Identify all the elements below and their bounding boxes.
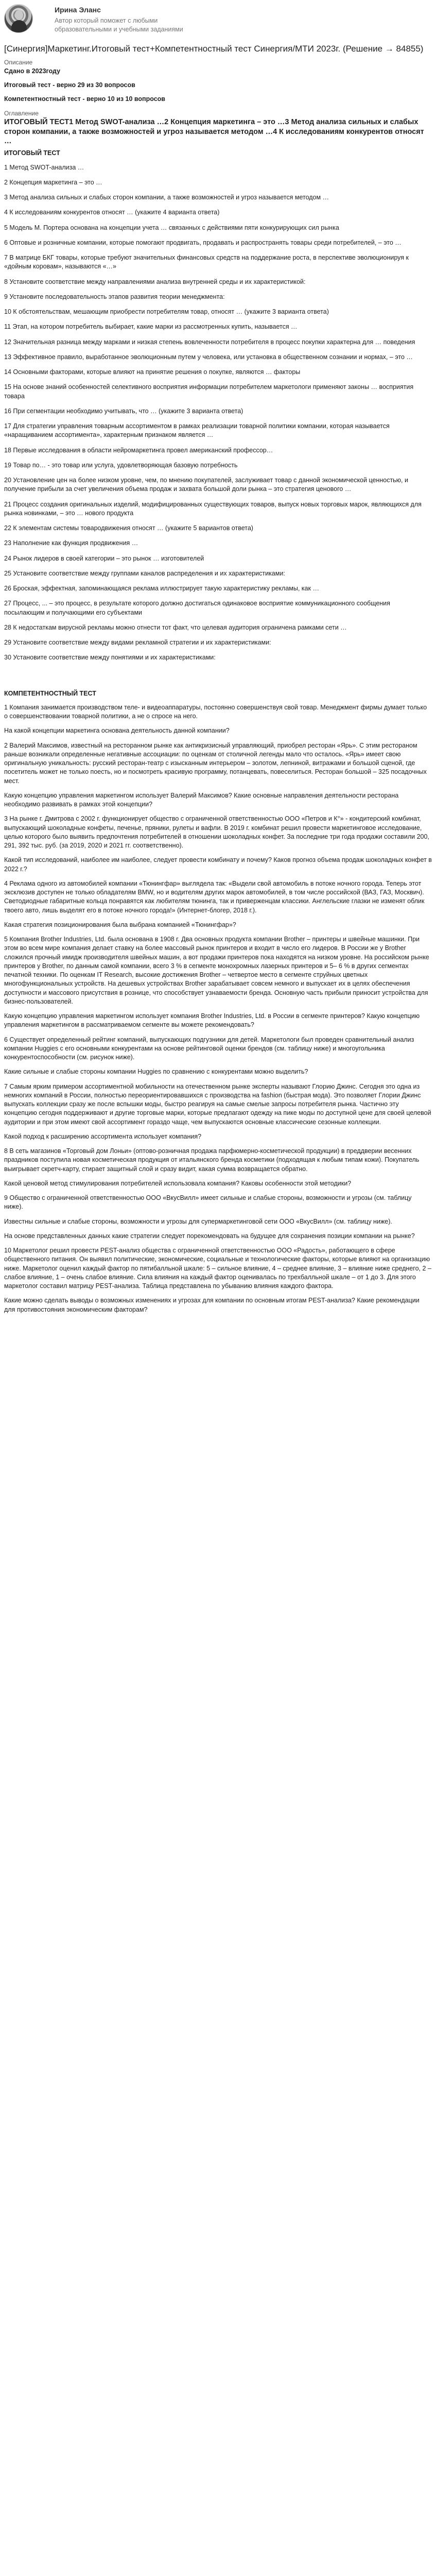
question-item: 2 Концепция маркетинга – это … xyxy=(4,178,102,186)
question-item: 22 К элементам системы товародвижения относят … (укажите 5 вариантов ответа) xyxy=(4,524,253,532)
question-item: 21 Процесс создания оригинальных изделий, модифицированных существующих товаров, выпуск новых торговых марок, являющихся для рынка новинками, – это … нового продукта xyxy=(4,500,422,517)
question-item: 19 Товар по… - это товар или услуга, удовлетворяющая базовую потребность xyxy=(4,461,238,469)
question-item: 23 Наполнение как функция продвижения … xyxy=(4,539,138,547)
case-paragraph: 2 Валерий Максимов, известный на ресторанном рынке как антикризисный управляющий, приобрел ресторан «Ярь». С этим рестораном раньше возникали определенные негативные ассоциации: по оценкам от столичной легенды мало что осталось. «Ярь» имеет свою оригинальную уникальность: русский ресторан-театр с изысканным интерьером – золотом, лепниной, витражами и большой сценой, где посетитель может не только поесть, но и посмотреть красивую программу, потанцевать, повеселиться. Ресторан большой – 325 посадочных мест. xyxy=(4,741,427,785)
case-paragraph: 10 Маркетолог решил провести PEST-анализ общества с ограниченной ответственностью ООО «Радость», работающего в сфере общественного питания. Он выявил политические, экономические, социальные и технологические факторы, которые влияют на организацию ниже. Маркетолог оценил каждый фактор по пятибалльной шкале: 5 – сильное влияние, 4 – среднее влияние, 3 – влияние ниже среднего, 2 – слабое влияние, 1 – очень слабое влияние. Сила влияния на каждый фактор оценивалась по трехбалльной шкале – от 1 до 3. Для этого маркетолог составил матрицу PEST-анализа. Таблица представлена по убыванию влияния каждого фактора. xyxy=(4,1247,431,1290)
case-paragraph: Какие можно сделать выводы о возможных изменениях и угрозах для компании по основным итогам PEST-анализа? Какие рекомендации для противостояния экономическим факторам? xyxy=(4,1297,420,1313)
final-test-heading: ИТОГОВЫЙ ТЕСТ xyxy=(4,149,60,157)
case-paragraph: 4 Реклама одного из автомобилей компании «Тюнингфар» выглядела так: «Выдели свой автомобиль в потоке ночного города. Теперь этот эксклюзив доступен не только обладателям BMW, но и водителям других марок автомобилей, в том числе российской (ВАЗ, ГАЗ, Москвич). Светодиодные габаритные кольца понравятся как любителям тюнинга, так и приверженцам классики. Англельские глазки не изменят облик твоего авто, лишь выделят его в потоке ночного города!» (Интернет-блогер, 2018 г.). xyxy=(4,879,425,914)
question-item: 10 К обстоятельствам, мешающим приобрести потребителям товар, относят … (укажите 3 варианта ответа) xyxy=(4,308,329,316)
question-item: 28 К недостаткам вирусной рекламы можно отнести тот факт, что целевая аудитория ограничена рамками сети … xyxy=(4,623,347,631)
comp-test-paragraphs xyxy=(4,703,432,1314)
question-item: 15 На основе знаний особенностей селективного восприятия информации потребителем маркетологи применяют законы … восприятия товара xyxy=(4,383,414,400)
author-name[interactable]: Ирина Эланс xyxy=(55,6,101,14)
case-paragraph: 1 Компания занимается производством теле- и видеоаппаратуры, постоянно совершенствуя свой товар. Менеджмент фирмы думает только о совершенствовании товарной политики, а не о спросе на него. xyxy=(4,703,427,720)
case-paragraph: На основе представленных данных какие стратегии следует порекомендовать на будущее для сохранения позиции компании на рынке? xyxy=(4,1232,415,1240)
question-item: 8 Установите соответствие между направлениями анализа внутренней среды и их характеристикой: xyxy=(4,278,306,285)
case-paragraph: Какую концепцию управления маркетингом использует Валерий Максимов? Какие основные направления деятельности ресторана необходимо развивать в рамках этой концепции? xyxy=(4,791,399,808)
case-paragraph: Какой подход к расширению ассортимента использует компания? xyxy=(4,1132,202,1140)
final-test-questions xyxy=(4,163,432,663)
author-block xyxy=(4,4,432,36)
question-item: 12 Значительная разница между марками и низкая степень вовлеченности потребителя в процесс покупки характерна для … поведения xyxy=(4,338,415,346)
author-info xyxy=(55,4,188,33)
comp-test-heading: КОМПЕТЕНТНОСТНЫЙ ТЕСТ xyxy=(4,689,96,697)
question-item: 24 Рынок лидеров в своей категории – это рынок … изготовителей xyxy=(4,554,204,562)
case-paragraph: 5 Компания Brother Industries, Ltd. была основана в 1908 г. Два основных продукта компании Brother – принтеры и швейные машинки. При этом во всем мире компания делает ставку на более массовый рынок принтеров и входит в число его лидеров. В России же у Brother сложился прочный имидж производителя швейных машин, а вот продажи принтеров пока находятся на низком уровне. На российском рынке принтеров у Brother, по данным самой компании, всего 3 % в сегменте монохромных лазерных принтеров и 5– 6 % в других сегментах печатной техники. По оценкам IT Research, высокие достижения Brother – четвертое место в сегменте струйных цветных многофункциональных устройств. На дешевых устройствах Brother зарабатывает совсем немного и выпускает их в целях обеспечения доступности и массового присутствия в рознице, что способствует узнаваемости бренда. Основную часть прибыли приносит устройства для бизнес-пользователей. xyxy=(4,936,429,1005)
case-paragraph: 8 В сеть магазинов «Торговый дом Лоньи» (оптово-розничная продажа парфюмерно-косметической продукции) в преддверии весенних праздников поступила новая косметическая продукция от итальянского бренда косметики (подходящая к любым типам кожи). Покупатель выигрывает скретч-карту, стирает защитный слой и сразу видит, какая сумма возвращается обратно. xyxy=(4,1147,420,1173)
comp-test-score: Компетентностный тест - верно 10 из 10 вопросов xyxy=(4,95,165,103)
case-paragraph: 7 Самым ярким примером ассортиментной мобильности на отечественном рынке эксперты называют Глорию Джинс. Сегодня это одна из немногих компаний в России, полностью переориентировавшихся с производства на fashion (быстрая мода). Это позволяет Глории Джинс выпускать коллекции сразу же после вспышки моды, быстро реагируя на самые смелые запросы потребителя рынка. Частично эту концепцию сегодня поддерживают и другие торговые марки, которые предлагают одежду на пике моды по доступной цене для своей целевой аудитории и при этом имеют свой ассортимент гораздо чаще, чем выпускаются основные классические сезонные коллекции. xyxy=(4,1082,431,1126)
question-item: 4 К исследованиям конкурентов относят … (укажите 4 варианта ответа) xyxy=(4,209,220,216)
question-item: 20 Установление цен на более низком уровне, чем, по мнению покупателей, заслуживает товар с данной экономической ценностью, и получение прибыли за счет увеличения объема продаж и захвата большой доли рынка – это стратегия ценового … xyxy=(4,477,408,493)
author-description: Автор который поможет с любыми образовательными и учебными заданиями xyxy=(55,17,183,33)
avatar-head-shape xyxy=(15,10,23,20)
question-item: 29 Установите соответствие между видами рекламной стратегии и их характеристиками: xyxy=(4,639,271,647)
question-item: 30 Установите соответствие между понятиями и их характеристиками: xyxy=(4,654,216,662)
case-paragraph: Известны сильные и слабые стороны, возможности и угрозы для супермаркетинговой сети ООО «ВкусВилл» (см. таблицу ниже). xyxy=(4,1217,392,1225)
question-item: 16 При сегментации необходимо учитывать, что … (укажите 3 варианта ответа) xyxy=(4,407,243,415)
question-item: 7 В матрице БКГ товары, которые требуют значительных финансовых средств на поддержание роста, в перспективе эволюционируя к «дойным коровам», называются «…» xyxy=(4,254,409,270)
section-divider xyxy=(4,669,432,686)
case-paragraph: 6 Существует определенный рейтинг компаний, выпускающих подгузники для детей. Маркетологи был проведен сравнительный анализ компании Huggies с его основными конкурентами на основе рейтинговой оценки брендов (см. таблицу ниже) и многоугольника конкурентоспособности (см. рисунок ниже). xyxy=(4,1036,414,1061)
question-item: 9 Установите последовательность этапов развития теории менеджмента: xyxy=(4,293,225,300)
avatar-body-shape xyxy=(11,20,27,33)
question-item: 11 Этап, на котором потребитель выбирает, какие марки из рассмотренных купить, называется … xyxy=(4,323,298,331)
case-paragraph: 3 На рынке г. Дмитрова с 2002 г. функционирует общество с ограниченной ответственностью ООО «Петров и К°» - кондитерский комбинат, выпускающий шоколадные конфеты, печенье, пряники, рулеты и вафли. В 2019 г. комбинат решил провести маркетинговое исследование, целью которого было выявить предпочтения потребителей в отношении шоколадных конфет. За последние три года продажи составили 200, 291, 392 тыс. руб. (за 2019, 2020 и 2021 гг. соответственно). xyxy=(4,815,429,850)
toc-heading: ИТОГОВЫЙ ТЕСТ1 Метод SWOT-анализа …2 Концепция маркетинга – это …3 Метод анализа сильных и слабых сторон компании, а также возможностей и угроз называется методом …4 К исследованиям конкурентов относят … xyxy=(4,118,424,145)
question-item: 13 Эффективное правило, выработанное эволюционным путем у человека, или установка в общественном сознании и нормах, – это … xyxy=(4,353,413,361)
page-title: [Синергия]Маркетинг.Итоговый тест+Компетентностный тест Синергия/МТИ 2023г. (Решение → 84855) xyxy=(4,44,424,54)
description-value: Сдано в 2023году xyxy=(4,67,61,75)
question-item: 3 Метод анализа сильных и слабых сторон компании, а также возможностей и угроз называется методом … xyxy=(4,194,329,201)
case-paragraph: Какой тип исследований, наиболее им наиболее, следует провести комбинату и почему? Каков прогноз объема продаж шоколадных конфет в 2022 г.? xyxy=(4,856,432,873)
case-paragraph: На какой концепции маркетинга основана деятельность данной компании? xyxy=(4,727,230,735)
question-item: 27 Процесс, ... – это процесс, в результате которого должно достигаться одинаковое восприятие коммуникационного сообщения посылающим и получающими его субъектами xyxy=(4,600,390,616)
question-item: 18 Первые исследования в области нейромаркетинга провел американский профессор… xyxy=(4,446,273,454)
question-item: 14 Основными факторами, которые влияют на принятие решения о покупке, являются … факторы xyxy=(4,368,301,376)
toc-label: Оглавление xyxy=(4,109,39,117)
case-paragraph: Какая стратегия позиционирования была выбрана компанией «Тюнингфар»? xyxy=(4,921,236,928)
question-item: 25 Установите соответствие между группами каналов распределения и их характеристиками: xyxy=(4,569,285,577)
case-paragraph: Какие сильные и слабые стороны компании Huggies по сравнению с конкурентами можно выделить? xyxy=(4,1068,308,1076)
question-item: 1 Метод SWOT-анализа … xyxy=(4,163,84,171)
case-paragraph: Какую концепцию управления маркетингом использует компания Brother Industries, Ltd. в России в сегменте принтеров? Какую концепцию управления маркетингом в рассматриваемом сегменте вы можете рекомендовать? xyxy=(4,1012,420,1029)
case-paragraph: Какой ценовой метод стимулирования потребителей использовала компания? Каковы особенности этой методики? xyxy=(4,1179,352,1187)
question-item: 17 Для стратегии управления товарным ассортиментом в рамках реализации товарной политики компании, которая называется «наращиванием ассортимента», характерным признаком является … xyxy=(4,422,390,439)
case-paragraph: 9 Общество с ограниченной ответственностью ООО «ВкусВилл» имеет сильные и слабые стороны, возможности и угрозы (см. таблицу ниже). xyxy=(4,1194,412,1211)
question-item: 26 Броская, эффектная, запоминающаяся реклама иллюстрирует такую характеристику рекламы, как … xyxy=(4,585,319,592)
question-item: 6 Оптовые и розничные компании, которые помогают продвигать, продавать и распространять товары среди потребителей, – это … xyxy=(4,239,402,246)
avatar[interactable] xyxy=(4,4,33,33)
question-item: 5 Модель М. Портера основана на концепции учета … связанных с действиями пяти конкурирующих сил рынка xyxy=(4,224,339,231)
final-test-score: Итоговый тест - верно 29 из 30 вопросов xyxy=(4,81,135,89)
description-label: Описание xyxy=(4,59,33,66)
